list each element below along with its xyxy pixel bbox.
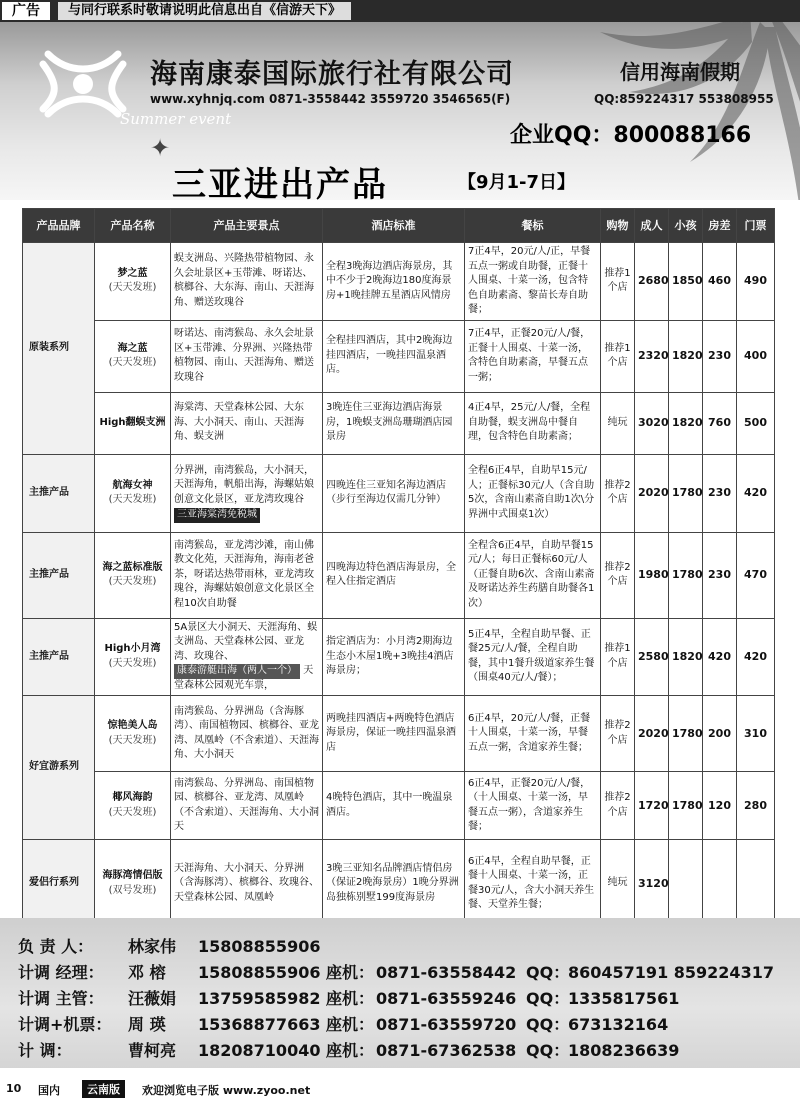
brand-cell: 主推产品 xyxy=(23,532,95,618)
product-name: 海之蓝 xyxy=(117,342,148,354)
promo-title: 三亚进出产品 xyxy=(172,165,388,200)
product-name: 海豚湾情侣版 xyxy=(102,870,163,881)
contact-role: 计 调： xyxy=(18,1041,72,1060)
contact-mobile: 15368877663 xyxy=(198,1015,321,1034)
shopping-cell: 推荐1个店 xyxy=(601,243,635,321)
col-header-adult: 成人 xyxy=(635,209,669,243)
spots-text: 5A景区大小洞天、天涯海角、蜈支洲岛、天堂森林公园、亚龙湾、玫瑰谷、 xyxy=(174,621,318,662)
spots-cell: 海棠湾、天堂森林公园、大东海、大小洞天、南山、天涯海角、蜈支洲 xyxy=(171,392,323,454)
departure-tag: (天天发班) xyxy=(108,357,157,368)
col-header-hotel: 酒店标准 xyxy=(323,209,465,243)
contact-name: 汪薇娟 xyxy=(128,989,177,1008)
spots-text: 分界洲，南湾猴岛，大小洞天，天涯海角，帆船出海，海螺姑娘创意文化景区，亚龙湾玫瑰谷 xyxy=(174,464,314,505)
product-name-cell xyxy=(95,840,171,928)
room-diff: 230 xyxy=(703,532,737,618)
table-header-row xyxy=(23,209,775,243)
hotel-cell: 两晚挂四酒店+两晚特色酒店海景房，保证一晚挂四温泉酒店 xyxy=(323,696,465,772)
product-table-wrap xyxy=(22,208,774,913)
room-diff: 120 xyxy=(703,772,737,840)
adult-price: 3120 xyxy=(635,840,669,928)
contact-mobile: 15808855906 xyxy=(198,963,321,982)
ad-label: 广告 xyxy=(2,2,50,20)
contact-row xyxy=(18,1012,668,1035)
ad-notice: 与同行联系时敬请说明此信息出自《信游天下》 xyxy=(58,2,351,20)
col-header-name: 产品名称 xyxy=(95,209,171,243)
spots-tail: 天堂森林公园观光车票， xyxy=(174,665,314,691)
child-price: 1780 xyxy=(669,772,703,840)
contact-qq: 673132164 xyxy=(568,1015,669,1034)
col-header-brand: 产品品牌 xyxy=(23,209,95,243)
hotel-cell: 4晚特色酒店，其中一晚温泉酒店。 xyxy=(323,772,465,840)
table-row xyxy=(23,840,775,928)
room-diff: 230 xyxy=(703,320,737,392)
meals-cell: 6正4早，全程自助早餐，正餐十人围桌、十菜一汤，正餐30元/人，含大小洞天养生餐、天堂养生餐； xyxy=(465,840,601,928)
contact-role: 计调 经理： xyxy=(18,963,104,982)
ticket-price: 470 xyxy=(737,532,775,618)
shopping-cell: 纯玩 xyxy=(601,392,635,454)
shopping-cell: 推荐1个店 xyxy=(601,320,635,392)
room-diff: 230 xyxy=(703,454,737,532)
shopping-cell: 推荐2个店 xyxy=(601,454,635,532)
brand-cell: 爱侣行系列 xyxy=(23,840,95,928)
adult-price: 2020 xyxy=(635,696,669,772)
product-name-cell xyxy=(95,696,171,772)
hotel-cell: 指定酒店为：小月湾2期海边生态小木屋1晚+3晚挂4酒店海景房； xyxy=(323,618,465,696)
room-diff: 760 xyxy=(703,392,737,454)
table-row xyxy=(23,392,775,454)
company-name: 海南康泰国际旅行社有限公司 xyxy=(150,59,514,90)
contact-row xyxy=(18,986,679,1009)
ticket-price: 420 xyxy=(737,618,775,696)
product-name-cell xyxy=(95,618,171,696)
spots-cell: 南湾猴岛，亚龙湾沙滩，南山佛教文化苑，天涯海角，海南老爸茶，呀诺达热带雨林，亚龙湾玫瑰谷，海螺姑娘创意文化景区全程10次自助餐 xyxy=(171,532,323,618)
product-table xyxy=(22,208,775,928)
meals-cell: 7正4早，正餐20元/人/餐，正餐十人围桌、十菜一汤，含特色自助素斋，早餐五点一粥； xyxy=(465,320,601,392)
col-header-child: 小孩 xyxy=(669,209,703,243)
ticket-price: 420 xyxy=(737,454,775,532)
starfish-icon: ✦ xyxy=(150,134,171,162)
ticket-price xyxy=(737,840,775,928)
table-row xyxy=(23,320,775,392)
landline-label: 座机： xyxy=(326,1015,375,1034)
departure-tag: (天天发班) xyxy=(108,282,157,294)
brand-cell: 好宜游系列 xyxy=(23,696,95,840)
room-diff xyxy=(703,840,737,928)
brand-cell: 原装系列 xyxy=(23,243,95,455)
contact-role: 计调+机票： xyxy=(18,1015,112,1034)
landline-label: 座机： xyxy=(326,989,375,1008)
spots-highlight: 康泰游艇出海（两人一个） xyxy=(174,664,300,679)
child-price: 1820 xyxy=(669,320,703,392)
contact-row xyxy=(18,934,326,957)
welcome-link[interactable]: 欢迎浏览电子版 www.zyoo.net xyxy=(142,1084,311,1097)
qq-label: QQ： xyxy=(526,1041,570,1060)
shopping-cell: 推荐2个店 xyxy=(601,772,635,840)
col-header-spots: 产品主要景点 xyxy=(171,209,323,243)
product-name-cell xyxy=(95,532,171,618)
ticket-price: 400 xyxy=(737,320,775,392)
adult-price: 2580 xyxy=(635,618,669,696)
hotel-cell: 3晚三亚知名品牌酒店情侣房（保证2晚海景房）1晚分界洲岛独栋别墅199度海景房 xyxy=(323,840,465,928)
adult-price: 1980 xyxy=(635,532,669,618)
adult-price: 2020 xyxy=(635,454,669,532)
table-row xyxy=(23,532,775,618)
product-name: 海之蓝标准版 xyxy=(102,561,163,573)
adult-price: 2320 xyxy=(635,320,669,392)
hotel-cell: 全程挂四酒店，其中2晚海边挂四酒店，一晚挂四温泉酒店。 xyxy=(323,320,465,392)
col-header-room-diff: 房差 xyxy=(703,209,737,243)
table-row xyxy=(23,243,775,321)
contact-name: 周 瑛 xyxy=(128,1015,166,1034)
hotel-cell: 全程3晚海边酒店海景房，其中不少于2晚海边180度海景房+1晚挂牌五星酒店风情房 xyxy=(323,243,465,321)
product-name-cell xyxy=(95,392,171,454)
edition-badge: 云南版 xyxy=(82,1080,125,1098)
slogan: 信用海南假期 xyxy=(620,60,740,84)
table-row xyxy=(23,454,775,532)
contact-row xyxy=(18,1038,679,1061)
spots-highlight: 三亚海棠湾免税城 xyxy=(174,508,260,523)
spots-cell: 蜈支洲岛、兴隆热带植物园、永久会址景区+玉带滩、呀诺达、槟榔谷、大东海、南山、天涯海角、赠送玫瑰谷 xyxy=(171,243,323,321)
contact-name: 林家伟 xyxy=(128,937,177,956)
bottom-bar xyxy=(0,1078,800,1100)
page-number: 10 xyxy=(6,1082,22,1095)
spots-cell: 呀诺达、南湾猴岛、永久会址景区+玉带滩、分界洲、兴隆热带植物园、南山、天涯海角、赠送玫瑰谷 xyxy=(171,320,323,392)
departure-tag: (天天发班) xyxy=(108,657,157,669)
contact-name: 邓 榕 xyxy=(128,963,166,982)
contact-landline: 0871-63559720 xyxy=(376,1015,517,1034)
child-price xyxy=(669,840,703,928)
adult-price: 2680 xyxy=(635,243,669,321)
product-name-cell xyxy=(95,772,171,840)
qq-label: QQ： xyxy=(526,963,570,982)
col-header-ticket: 门票 xyxy=(737,209,775,243)
contact-landline: 0871-63559246 xyxy=(376,989,517,1008)
spots-cell: 天涯海角、大小洞天、分界洲（含海豚湾）、槟榔谷、玫瑰谷、天堂森林公园、凤凰岭 xyxy=(171,840,323,928)
contact-name: 曹柯亮 xyxy=(128,1041,177,1060)
meals-cell: 7正4早，20元/人/正，早餐五点一粥或自助餐，正餐十人围桌、十菜一汤，包含特色自助素斋、黎苗长寿自助餐； xyxy=(465,243,601,321)
table-row xyxy=(23,772,775,840)
child-price: 1780 xyxy=(669,696,703,772)
shopping-cell: 推荐2个店 xyxy=(601,532,635,618)
departure-tag: (天天发班) xyxy=(108,494,157,505)
hotel-cell: 四晚连住三亚知名海边酒店（步行至海边仅需几分钟） xyxy=(323,454,465,532)
product-name: High翻蜈支洲 xyxy=(99,416,166,428)
contact-qq: 1808236639 xyxy=(568,1041,680,1060)
contact-landline: 0871-67362538 xyxy=(376,1041,517,1060)
room-diff: 460 xyxy=(703,243,737,321)
shopping-cell: 纯玩 xyxy=(601,840,635,928)
product-name-cell xyxy=(95,243,171,321)
ticket-price: 490 xyxy=(737,243,775,321)
meals-cell: 全程6正4早，自助早15元/人；正餐标30元/人（含自助5次，含南山素斋自助1次\分界洲中式围桌1次） xyxy=(465,454,601,532)
landline-label: 座机： xyxy=(326,963,375,982)
product-name: High小月湾 xyxy=(104,643,161,655)
contacts-footer xyxy=(0,918,800,1068)
ticket-price: 280 xyxy=(737,772,775,840)
contact-role: 负 责 人： xyxy=(18,937,94,956)
qq-label: QQ： xyxy=(526,989,570,1008)
product-name-cell xyxy=(95,320,171,392)
spots-cell: 南湾猴岛、分界洲岛、南国植物园、槟榔谷、亚龙湾、凤凰岭（不含索道）、天涯海角、大小洞天 xyxy=(171,772,323,840)
website-phone-line: www.xyhnjq.com 0871-3558442 3559720 3546565(F) xyxy=(150,92,511,106)
ticket-price: 500 xyxy=(737,392,775,454)
departure-tag: (天天发班) xyxy=(108,806,157,818)
hotel-cell: 3晚连住三亚海边酒店海景房，1晚蜈支洲岛珊瑚酒店园景房 xyxy=(323,392,465,454)
spots-cell xyxy=(171,618,323,696)
contact-mobile: 18208710040 xyxy=(198,1041,321,1060)
table-row xyxy=(23,618,775,696)
contact-qq: 1335817561 xyxy=(568,989,680,1008)
meals-cell: 4正4早，25元/人/餐，全程自助餐，蜈支洲岛中餐自理，包含特色自助素斋； xyxy=(465,392,601,454)
contact-mobile: 13759585982 xyxy=(198,989,321,1008)
product-name: 梦之蓝 xyxy=(117,267,148,279)
qq-label: QQ： xyxy=(526,1015,570,1034)
child-price: 1780 xyxy=(669,454,703,532)
hotel-cell: 四晚海边特色酒店海景房，全程入住指定酒店 xyxy=(323,532,465,618)
contact-role: 计调 主管： xyxy=(18,989,104,1008)
qq-line: QQ:859224317 553808955 xyxy=(594,92,774,106)
brand-cell: 主推产品 xyxy=(23,618,95,696)
logo-caption: Summer event xyxy=(120,110,232,128)
col-header-shopping: 购物 xyxy=(601,209,635,243)
ticket-price: 310 xyxy=(737,696,775,772)
contact-row xyxy=(18,960,774,983)
landline-label: 座机： xyxy=(326,1041,375,1060)
spots-cell xyxy=(171,454,323,532)
spots-cell: 南湾猴岛、分界洲岛（含海豚湾）、南国植物园、槟榔谷、亚龙湾、凤凰岭（不含索道）、天涯海角、大小洞天 xyxy=(171,696,323,772)
room-diff: 200 xyxy=(703,696,737,772)
header-banner xyxy=(0,22,800,200)
meals-cell: 全程含6正4早，自助早餐15元/人；每日正餐标60元/人（正餐自助6次、含南山素斋及呀诺达养生药膳自助餐各1次） xyxy=(465,532,601,618)
product-name: 惊艳美人岛 xyxy=(107,720,158,731)
shopping-cell: 推荐2个店 xyxy=(601,696,635,772)
top-ad-bar xyxy=(0,0,800,22)
child-price: 1820 xyxy=(669,392,703,454)
adult-price: 1720 xyxy=(635,772,669,840)
shopping-cell: 推荐1个店 xyxy=(601,618,635,696)
departure-tag: (双号发班) xyxy=(108,884,157,896)
room-diff: 420 xyxy=(703,618,737,696)
brand-cell: 主推产品 xyxy=(23,454,95,532)
product-name: 航海女神 xyxy=(112,479,153,491)
meals-cell: 5正4早，全程自助早餐、正餐25元/人/餐，全程自助餐，其中1餐升级道家养生餐（围桌40元/人/餐）； xyxy=(465,618,601,696)
departure-tag: (天天发班) xyxy=(108,576,157,587)
promo-dates: 【9月1-7日】 xyxy=(458,172,576,193)
contact-landline: 0871-63558442 xyxy=(376,963,517,982)
adult-price: 3020 xyxy=(635,392,669,454)
child-price: 1850 xyxy=(669,243,703,321)
col-header-meals: 餐标 xyxy=(465,209,601,243)
meals-cell: 6正4早，20元/人/餐，正餐十人围桌，十菜一汤，早餐五点一粥，含道家养生餐； xyxy=(465,696,601,772)
enterprise-qq: 企业QQ：800088166 xyxy=(510,123,752,148)
product-name: 椰风海韵 xyxy=(112,792,153,803)
table-row xyxy=(23,696,775,772)
contact-qq: 860457191 859224317 xyxy=(568,963,774,982)
meals-cell: 6正4早，正餐20元/人/餐，（十人围桌、十菜一汤，早餐五点一粥），含道家养生餐； xyxy=(465,772,601,840)
contact-mobile: 15808855906 xyxy=(198,937,321,956)
child-price: 1780 xyxy=(669,532,703,618)
departure-tag: (天天发班) xyxy=(108,734,157,746)
child-price: 1820 xyxy=(669,618,703,696)
product-name-cell xyxy=(95,454,171,532)
section-label: 国内 xyxy=(38,1084,60,1097)
